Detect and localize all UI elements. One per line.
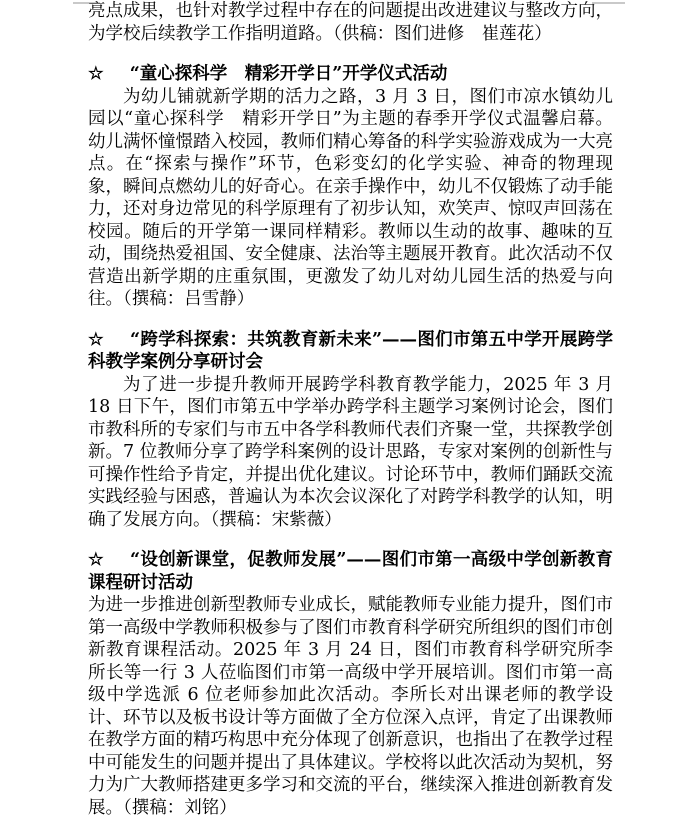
section-title: “设创新课堂，促教师发展”——图们市第一高级中学创新教育课程研讨活动 bbox=[88, 550, 613, 593]
section-title: “跨学科探索：共筑教育新未来”——图们市第五中学开展跨学科教学案例分享研讨会 bbox=[88, 329, 613, 372]
section-body-kindergarten-opening: 为幼儿铺就新学期的活力之路，3 月 3 日，图们市凉水镇幼儿园以“童心探科学 精彩开学日”为主题的春季开学仪式温馨启幕。幼儿满怀憧憬踏入校园，教师们精心筹备的科学实验游戏成为一大亮点。在“探索与操作”环节，色彩变幻的化学实验、神奇的物理现象，瞬间点燃幼儿的好奇心。在亲手操作中，幼儿不仅锻炼了动手能力，还对身边常见的科学原理有了初步认知，欢笑声、惊叹声回荡在校园。随后的开学第一课同样精彩。教师以生动的故事、趣味的互动，围绕热爱祖国、安全健康、法治等主题展开教育。此次活动不仅营造出新学期的庄重氛围，更激发了幼儿对幼儿园生活的热爱与向往。（撰稿：吕雪静） bbox=[88, 86, 613, 309]
document-content bbox=[88, 0, 613, 819]
section-body-interdisciplinary-seminar: 为了进一步提升教师开展跨学科教育教学能力，2025 年 3 月 18 日下午，图们市第五中学举办跨学科主题学习案例讨论会，图们市教科所的专家们与市五中各学科教师代表们齐聚一堂，共探教学创新。7 位教师分享了跨学科案例的设计思路，专家对案例的创新性与可操作性给予肯定，并提出优化建议。讨论环节中，教师们踊跃交流实践经验与困惑，普遍认为本次会议深化了对跨学科教学的认知，明确了发展方向。（撰稿：宋紫薇） bbox=[88, 374, 613, 530]
section-heading-kindergarten-opening bbox=[88, 63, 613, 86]
section-heading-innovation-course bbox=[88, 549, 613, 594]
section-body-innovation-course: 为进一步推进创新型教师专业成长，赋能教师专业能力提升，图们市第一高级中学教师积极参与了图们市教育科学研究所组织的图们市创新教育课程活动。2025 年 3 月 24 日，图们市教育科学研究所李所长等一行 3 人莅临图们市第一高级中学开展培训。图们市第一高级中学选派 6 位老师参加此次活动。李所长对出课老师的教学设计、环节以及板书设计等方面做了全方位深入点评，肯定了出课教师在教学方面的精巧构思中充分体现了创新意识，也指出了在教学过程中可能发生的问题并提出了具体建议。学校将以此次活动为契机，努力为广大教师搭建更多学习和交流的平台，继续深入推进创新教育发展。（撰稿：刘铭） bbox=[88, 595, 613, 818]
section-title: “童心探科学 精彩开学日”开学仪式活动 bbox=[129, 64, 448, 84]
star-bullet-icon: ☆ bbox=[88, 550, 105, 570]
section-heading-interdisciplinary-seminar bbox=[88, 329, 613, 374]
star-bullet-icon: ☆ bbox=[88, 64, 104, 84]
star-bullet-icon: ☆ bbox=[88, 329, 105, 350]
paragraph-continuation: 亮点成果，也针对教学过程中存在的问题提出改进建议与整改方向，为学校后续教学工作指明道路。（供稿：图们进修 崔莲花） bbox=[88, 1, 613, 44]
